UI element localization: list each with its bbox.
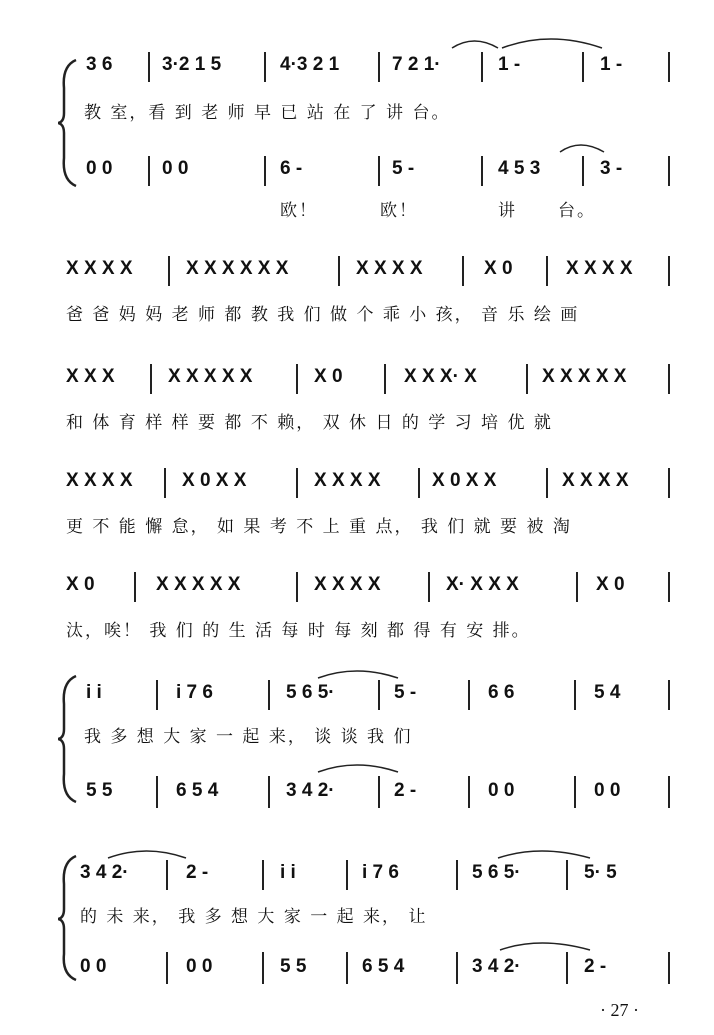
lower-lyrics-row	[0, 196, 714, 226]
measure: X 0 X X	[432, 470, 497, 491]
bar-line	[264, 52, 266, 82]
bar-line	[134, 572, 136, 602]
measure: 0 0	[488, 780, 515, 801]
bar-line	[384, 364, 386, 394]
lyric: 台。	[558, 201, 596, 221]
bar-line	[338, 256, 340, 286]
bar-line	[168, 256, 170, 286]
measure: 2 -	[584, 956, 607, 977]
measure: 3 4 2·	[472, 956, 521, 977]
measure: X X X X X	[156, 574, 241, 595]
measure: i i	[280, 862, 296, 883]
bar-line	[574, 680, 576, 710]
bar-line	[148, 52, 150, 82]
measure: X X X	[66, 366, 115, 387]
measure: X X X X X	[168, 366, 253, 387]
bar-line	[668, 680, 670, 710]
bar-line	[268, 680, 270, 710]
upper-notes-row	[0, 682, 714, 712]
measure: 4 5 3	[498, 158, 541, 179]
measure: 0 0	[80, 956, 107, 977]
bar-line	[262, 860, 264, 890]
lyric: 欧！	[280, 201, 318, 221]
bar-line	[668, 776, 670, 808]
measure: 0 0	[86, 158, 113, 179]
measure: 2 -	[186, 862, 209, 883]
bar-line	[574, 776, 576, 808]
bar-line	[456, 952, 458, 984]
bar-line	[418, 468, 420, 498]
lyric-line: 和 体 育 样 样 要 都 不 赖， 双 休 日 的 学 习 培 优 就	[66, 413, 553, 433]
bar-line	[166, 952, 168, 984]
bar-line	[296, 468, 298, 498]
measure: 1 -	[498, 54, 521, 75]
bar-line	[378, 156, 380, 186]
bar-line	[156, 776, 158, 808]
lyric-line: 的 未 来， 我 多 想 大 家 一 起 来， 让	[80, 907, 428, 927]
measure: 6 -	[280, 158, 303, 179]
upper-lyrics-row	[0, 98, 714, 128]
lyric-line: 我 多 想 大 家 一 起 来， 谈 谈 我 们	[84, 727, 413, 747]
measure: 4·3 2 1	[280, 54, 340, 75]
measure: 5 -	[392, 158, 415, 179]
bar-line	[582, 156, 584, 186]
measure: i 7 6	[362, 862, 399, 883]
bar-line	[668, 572, 670, 602]
measure: X· X X X	[446, 574, 519, 595]
bar-line	[456, 860, 458, 890]
measure: 5 6 5·	[286, 682, 335, 703]
bar-line	[668, 364, 670, 394]
lyric-line: 教 室，看 到 老 师 早 已 站 在 了 讲 台。	[84, 103, 451, 123]
rhythm-notes	[0, 258, 714, 288]
bar-line	[296, 572, 298, 602]
rhythm-lyrics	[0, 616, 714, 646]
measure: 3 4 2·	[80, 862, 129, 883]
lyric: 欧！	[380, 201, 418, 221]
rhythm-notes	[0, 470, 714, 500]
measure: X 0 X X	[182, 470, 247, 491]
lyric-line: 爸 爸 妈 妈 老 师 都 教 我 们 做 个 乖 小 孩， 音 乐 绘 画	[66, 305, 580, 325]
measure: 7 2 1·	[392, 54, 441, 75]
bar-line	[582, 52, 584, 82]
measure: 3 4 2·	[286, 780, 335, 801]
page-number: · 27 ·	[600, 1000, 639, 1020]
bar-line	[468, 776, 470, 808]
measure: X X X· X	[404, 366, 477, 387]
bar-line	[462, 256, 464, 286]
measure: 3·2 1 5	[162, 54, 222, 75]
bar-line	[668, 156, 670, 186]
bar-line	[346, 860, 348, 890]
lyric-line: 更 不 能 懈 怠， 如 果 考 不 上 重 点， 我 们 就 要 被 淘	[66, 517, 572, 537]
bar-line	[166, 860, 168, 890]
measure: X 0	[314, 366, 343, 387]
measure: X X X X	[66, 258, 133, 279]
bar-line	[566, 860, 568, 890]
measure: X 0	[484, 258, 513, 279]
lower-notes-row	[0, 158, 714, 188]
bar-line	[378, 776, 380, 808]
measure: 6 6	[488, 682, 515, 703]
measure: X 0	[66, 574, 95, 595]
bar-line	[546, 468, 548, 498]
measure: 6 5 4	[362, 956, 405, 977]
bar-line	[481, 52, 483, 82]
measure: X X X X X X	[186, 258, 289, 279]
rhythm-notes	[0, 574, 714, 604]
lower-notes-row	[0, 956, 714, 986]
measure: 5 6 5·	[472, 862, 521, 883]
rhythm-notes	[0, 366, 714, 396]
bar-line	[576, 572, 578, 602]
bar-line	[481, 156, 483, 186]
measure: X X X X	[314, 574, 381, 595]
bar-line	[668, 52, 670, 82]
bar-line	[156, 680, 158, 710]
lyric: 讲	[498, 201, 517, 221]
rhythm-lyrics	[0, 512, 714, 542]
measure: 5 5	[86, 780, 113, 801]
measure: X X X X	[66, 470, 133, 491]
bar-line	[264, 156, 266, 186]
measure: X X X X X	[542, 366, 627, 387]
measure: 2 -	[394, 780, 417, 801]
bar-line	[378, 680, 380, 710]
measure: X X X X	[314, 470, 381, 491]
bar-line	[526, 364, 528, 394]
bar-line	[378, 52, 380, 82]
upper-lyrics-row	[0, 902, 714, 932]
measure: i i	[86, 682, 102, 703]
rhythm-lyrics	[0, 408, 714, 438]
bar-line	[668, 256, 670, 286]
upper-notes-row	[0, 54, 714, 84]
measure: X X X X	[562, 470, 629, 491]
measure: 3 -	[600, 158, 623, 179]
measure: 5 -	[394, 682, 417, 703]
bar-line	[428, 572, 430, 602]
bar-line	[150, 364, 152, 394]
lower-notes-row	[0, 780, 714, 810]
bar-line	[546, 256, 548, 286]
bar-line	[668, 952, 670, 984]
bar-line	[268, 776, 270, 808]
bar-line	[668, 468, 670, 498]
measure: 5 5	[280, 956, 307, 977]
lyric-line: 汰，唉！ 我 们 的 生 活 每 时 每 刻 都 得 有 安 排。	[66, 621, 531, 641]
measure: 3 6	[86, 54, 113, 75]
measure: 6 5 4	[176, 780, 219, 801]
measure: 0 0	[162, 158, 189, 179]
upper-lyrics-row	[0, 722, 714, 752]
measure: 0 0	[594, 780, 621, 801]
measure: X X X X	[566, 258, 633, 279]
upper-notes-row	[0, 862, 714, 892]
measure: i 7 6	[176, 682, 213, 703]
bar-line	[566, 952, 568, 984]
measure: 5 4	[594, 682, 621, 703]
bar-line	[346, 952, 348, 984]
bar-line	[468, 680, 470, 710]
measure: X X X X	[356, 258, 423, 279]
bar-line	[296, 364, 298, 394]
rhythm-lyrics	[0, 300, 714, 330]
bar-line	[164, 468, 166, 498]
measure: X 0	[596, 574, 625, 595]
measure: 1 -	[600, 54, 623, 75]
bar-line	[262, 952, 264, 984]
measure: 0 0	[186, 956, 213, 977]
bar-line	[148, 156, 150, 186]
measure: 5· 5	[584, 862, 617, 883]
